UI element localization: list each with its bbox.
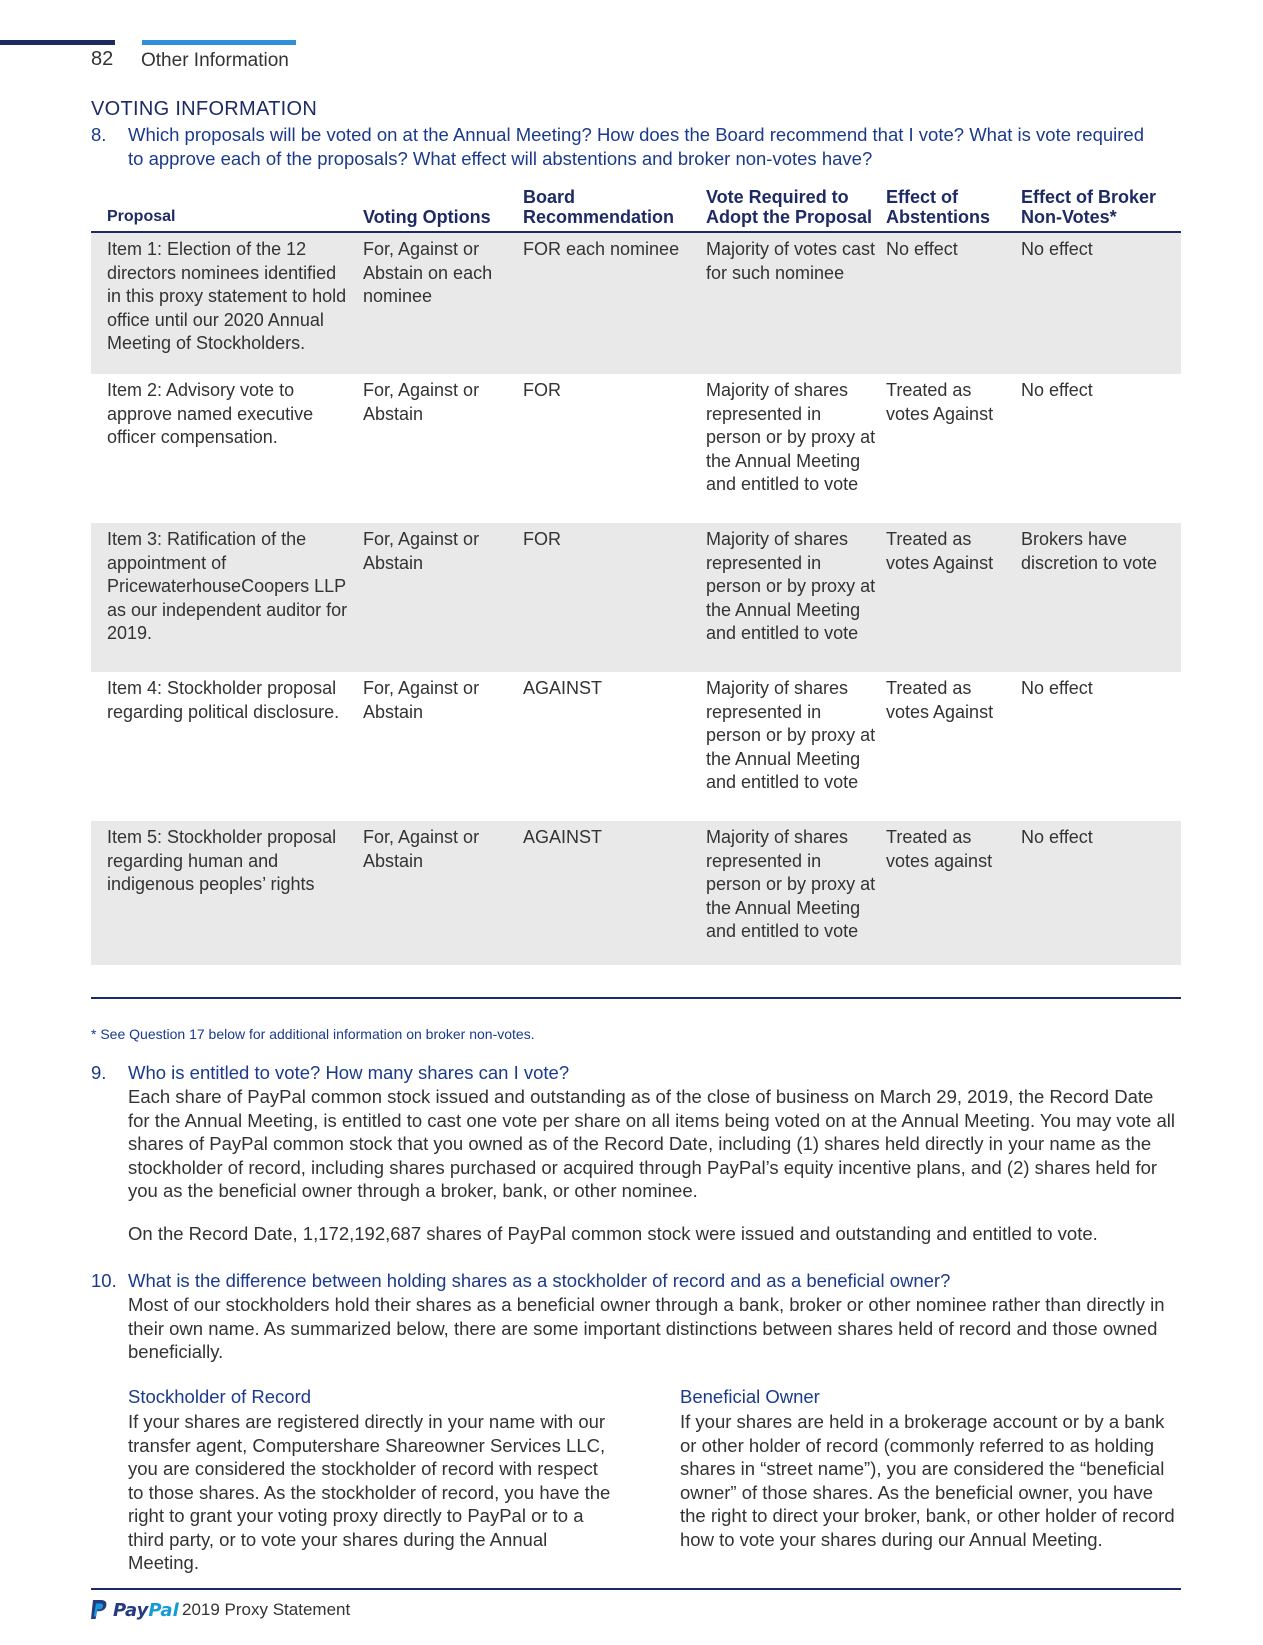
table-row [91,374,1181,523]
col-header-vote-required: Vote Required to Adopt the Proposal [702,187,882,232]
col-header-voting-options: Voting Options [359,187,519,232]
table-row [91,523,1181,672]
cell-vote-required: Majority of shares represented in person or by proxy at the Annual Meeting and entitled to vote [706,380,876,494]
footer-text: 2019 Proxy Statement [182,1600,351,1619]
cell-board-recommendation: FOR [519,523,702,672]
section-title: VOTING INFORMATION [91,98,318,120]
cell-board-recommendation: AGAINST [523,678,603,698]
paypal-p-icon [90,1599,108,1621]
cell-board-recommendation: FOR each nominee [519,232,702,374]
cell-voting-options: For, Against or Abstain [363,678,480,722]
col-header-board-recommendation: Board Recommendation [519,187,702,232]
voting-table [91,187,1181,965]
stockholder-of-record-text: If your shares are registered directly in your name with our transfer agent, Computershare Shareowner Services LLC, you are considered the stockholder of record with respect to those shares. As the stockholder of record, you have the right to grant your voting proxy directly to PayPal or to a third party, or to vote your shares during the Annual Meeting. [128,1411,611,1573]
cell-effect-broker: No effect [1017,232,1181,374]
table-header-row [91,187,1181,232]
logo-pal: Pal [148,1599,179,1621]
question-number: 10. [91,1270,117,1291]
footnote-marker: * [91,1026,97,1042]
cell-proposal: Item 2: Advisory vote to approve named executive officer compensation. [107,380,314,447]
col-header-proposal: Proposal [91,187,359,232]
cell-vote-required: Majority of votes cast for such nominee [702,232,882,374]
cell-board-recommendation: FOR [523,380,561,400]
cell-effect-abstentions: Treated as votes Against [886,678,994,722]
table-row [91,232,1181,374]
paypal-logo [90,1598,179,1622]
cell-vote-required: Majority of shares represented in person or by proxy at the Annual Meeting and entitled to vote [702,821,882,965]
stockholder-of-record-heading: Stockholder of Record [128,1386,312,1407]
footnote-text: See Question 17 below for additional information on broker non-votes. [100,1026,535,1042]
logo-pay: Pay [113,1599,149,1621]
cell-effect-abstentions: Treated as votes Against [882,523,1017,672]
cell-effect-abstentions: Treated as votes Against [886,380,994,424]
beneficial-owner-text: If your shares are held in a brokerage account or by a bank or other holder of record (commonly referred to as holding shares in “street name”), you are considered the “beneficial owner” of those shares. As the beneficial owner, you have the right to direct your broker, bank, or other holder of record how to vote your shares during our Annual Meeting. [680,1411,1175,1550]
cell-voting-options: For, Against or Abstain on each nominee [359,232,519,374]
q9-paragraph-2: On the Record Date, 1,172,192,687 shares of PayPal common stock were issued and outstanding and entitled to vote. [128,1223,1098,1244]
table-row [91,672,1181,821]
question-text: Who is entitled to vote? How many shares can I vote? [128,1062,570,1083]
cell-proposal: Item 3: Ratification of the appointment of PricewaterhouseCoopers LLP as our independent auditor for 2019. [91,523,359,672]
table-footnote [91,1026,535,1042]
cell-effect-broker: Brokers have discretion to vote [1017,523,1181,672]
question-text: What is the difference between holding shares as a stockholder of record and as a beneficial owner? [128,1270,951,1291]
q9-paragraph-1: Each share of PayPal common stock issued and outstanding as of the close of business on March 29, 2019, the Record Date for the Annual Meeting, is entitled to cast one vote per share on all items being voted on at the Annual Meeting. You may vote all shares of PayPal common stock that you owned as of the Record Date, including (1) shares held directly in your name as the stockholder of record, including shares purchased or acquired through PayPal’s equity incentive plans, and (2) shares held for you as the beneficial owner through a broker, bank, or other nominee. [128,1086,1175,1201]
col-header-effect-abstentions: Effect of Abstentions [882,187,1017,232]
footer-rule [91,1588,1181,1590]
table-bottom-rule [91,997,1181,999]
cell-proposal: Item 1: Election of the 12 directors nominees identified in this proxy statement to hold office until our 2020 Annual Meeting of Stockholders. [91,232,359,374]
cell-proposal: Item 5: Stockholder proposal regarding human and indigenous peoples’ rights [91,821,359,965]
cell-effect-broker: No effect [1021,678,1093,698]
beneficial-owner-heading: Beneficial Owner [680,1386,820,1407]
cell-voting-options: For, Against or Abstain [359,821,519,965]
cell-effect-abstentions: Treated as votes against [882,821,1017,965]
page-number: 82 [91,48,114,70]
question-number: 9. [91,1062,107,1083]
cell-voting-options: For, Against or Abstain [363,380,480,424]
cell-voting-options: For, Against or Abstain [359,523,519,672]
q10-paragraph: Most of our stockholders hold their shares as a beneficial owner through a bank, broker or other nominee rather than directly in their own name. As summarized below, there are some important distinctions between shares held of record and those owned beneficially. [128,1294,1165,1362]
cell-board-recommendation: AGAINST [519,821,702,965]
section-label: Other Information [141,50,289,71]
cell-proposal: Item 4: Stockholder proposal regarding political disclosure. [107,678,340,722]
table-row [91,821,1181,965]
cell-vote-required: Majority of shares represented in person or by proxy at the Annual Meeting and entitled to vote [706,678,876,792]
cell-effect-broker: No effect [1017,821,1181,965]
col-header-effect-broker: Effect of Broker Non-Votes* [1017,187,1181,232]
cell-effect-abstentions: No effect [882,232,1017,374]
cell-effect-broker: No effect [1021,380,1093,400]
header-bar-light [142,40,296,45]
header-bar-dark [0,40,115,45]
question-text: Which proposals will be voted on at the Annual Meeting? How does the Board recommend that I vote? What is vote required to approve each of the proposals? What effect will abstentions and broker non-votes have? [128,124,1145,169]
question-number: 8. [91,124,107,145]
cell-vote-required: Majority of shares represented in person or by proxy at the Annual Meeting and entitled to vote [702,523,882,672]
